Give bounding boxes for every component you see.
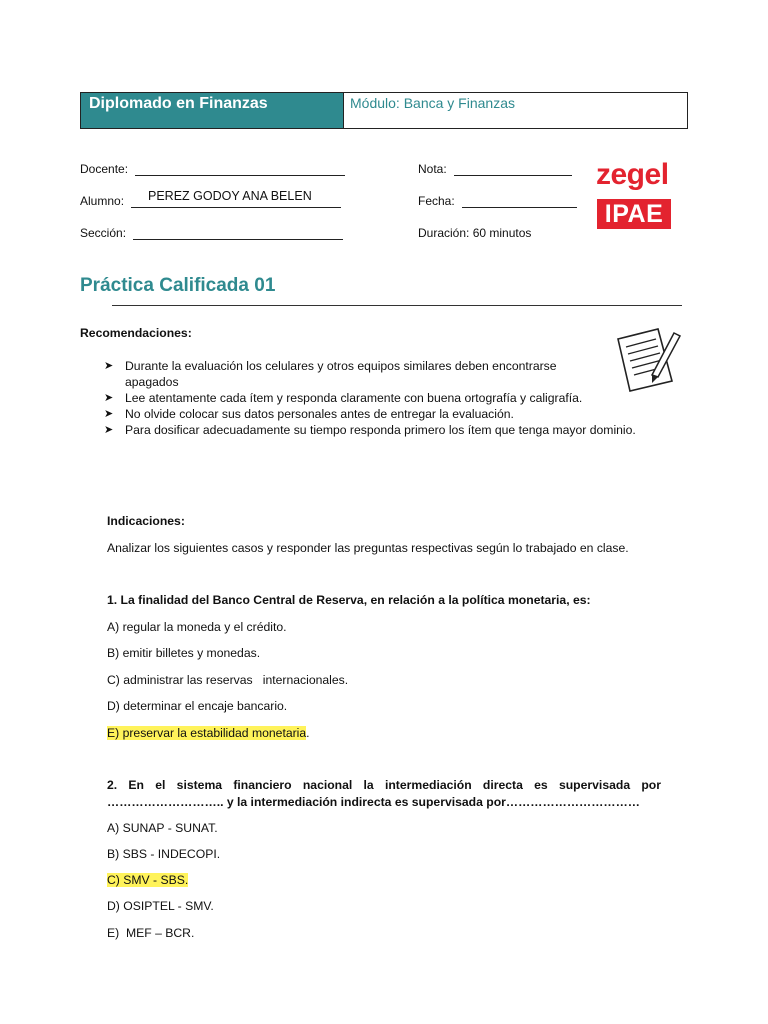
highlighted-answer: E) preservar la estabilidad monetaria — [107, 726, 307, 740]
fecha-field — [418, 194, 577, 208]
seccion-field — [80, 226, 343, 240]
arrow-bullet-icon: ➤ — [104, 392, 114, 404]
list-item: ➤ No olvide colocar sus datos personales antes de entregar la evaluación. — [104, 407, 514, 421]
fecha-line — [462, 195, 577, 208]
seccion-label: Sección: — [80, 226, 127, 240]
list-item: ➤ Durante la evaluación los celulares y otros equipos similares deben encontrarse apagados — [104, 359, 557, 389]
q2-option-a: A) SUNAP - SUNAT. — [107, 821, 218, 835]
duracion-text: Duración: 60 minutos — [418, 226, 532, 240]
q1-option-a: A) regular la moneda y el crédito. — [107, 620, 287, 634]
highlighted-answer: C) SMV - SBS. — [107, 873, 189, 887]
list-item: ➤ Lee atentamente cada ítem y responda claramente con buena ortografía y caligrafía. — [104, 391, 583, 405]
q1-option-e: E) preservar la estabilidad monetaria. — [107, 726, 310, 740]
paper-pencil-icon — [612, 325, 684, 395]
indicaciones-text: Analizar los siguientes casos y responder las preguntas respectivas según lo trabajado en clase. — [107, 541, 629, 555]
arrow-bullet-icon: ➤ — [104, 424, 114, 436]
arrow-bullet-icon: ➤ — [104, 408, 114, 420]
docente-label: Docente: — [80, 162, 129, 176]
docente-line — [135, 163, 345, 176]
docente-field — [80, 162, 345, 176]
indicaciones-heading: Indicaciones: — [107, 514, 185, 528]
module-title: Módulo: Banca y Finanzas — [350, 95, 515, 111]
program-title: Diplomado en Finanzas — [81, 93, 344, 128]
nota-line — [454, 163, 572, 176]
recomendaciones-list — [104, 358, 664, 438]
recomendaciones-heading: Recomendaciones: — [80, 326, 192, 340]
nota-label: Nota: — [418, 162, 447, 176]
q1-option-b: B) emitir billetes y monedas. — [107, 646, 261, 660]
q1-option-d: D) determinar el encaje bancario. — [107, 699, 288, 713]
q2-option-d: D) OSIPTEL - SMV. — [107, 899, 214, 913]
header-box — [80, 92, 688, 129]
question-2-prompt-line2: ……………………….. y la intermediación indirecta es supervisada por…………………………… — [107, 795, 640, 809]
alumno-value: PEREZ GODOY ANA BELEN — [148, 189, 312, 203]
question-1-prompt: 1. La finalidad del Banco Central de Reserva, en relación a la política monetaria, es: — [107, 593, 591, 607]
page-title: Práctica Calificada 01 — [80, 275, 276, 296]
alumno-label: Alumno: — [80, 194, 125, 208]
zegel-logo: zegel — [596, 158, 669, 191]
arrow-bullet-icon: ➤ — [104, 360, 114, 372]
list-item: ➤ Para dosificar adecuadamente su tiempo responda primero los ítem que tenga mayor dominio. — [104, 423, 636, 437]
nota-field — [418, 162, 572, 176]
question-2-prompt-line1: 2. En el sistema financiero nacional la intermediación directa es supervisada por — [107, 778, 661, 792]
q2-option-e: E) MEF – BCR. — [107, 926, 195, 940]
q1-option-c: C) administrar las reservas internacionales. — [107, 673, 349, 687]
seccion-line — [133, 227, 343, 240]
ipae-logo: IPAE — [597, 199, 671, 229]
fecha-label: Fecha: — [418, 194, 455, 208]
q2-option-b: B) SBS - INDECOPI. — [107, 847, 221, 861]
q2-option-c — [107, 873, 188, 887]
title-divider — [112, 305, 682, 306]
